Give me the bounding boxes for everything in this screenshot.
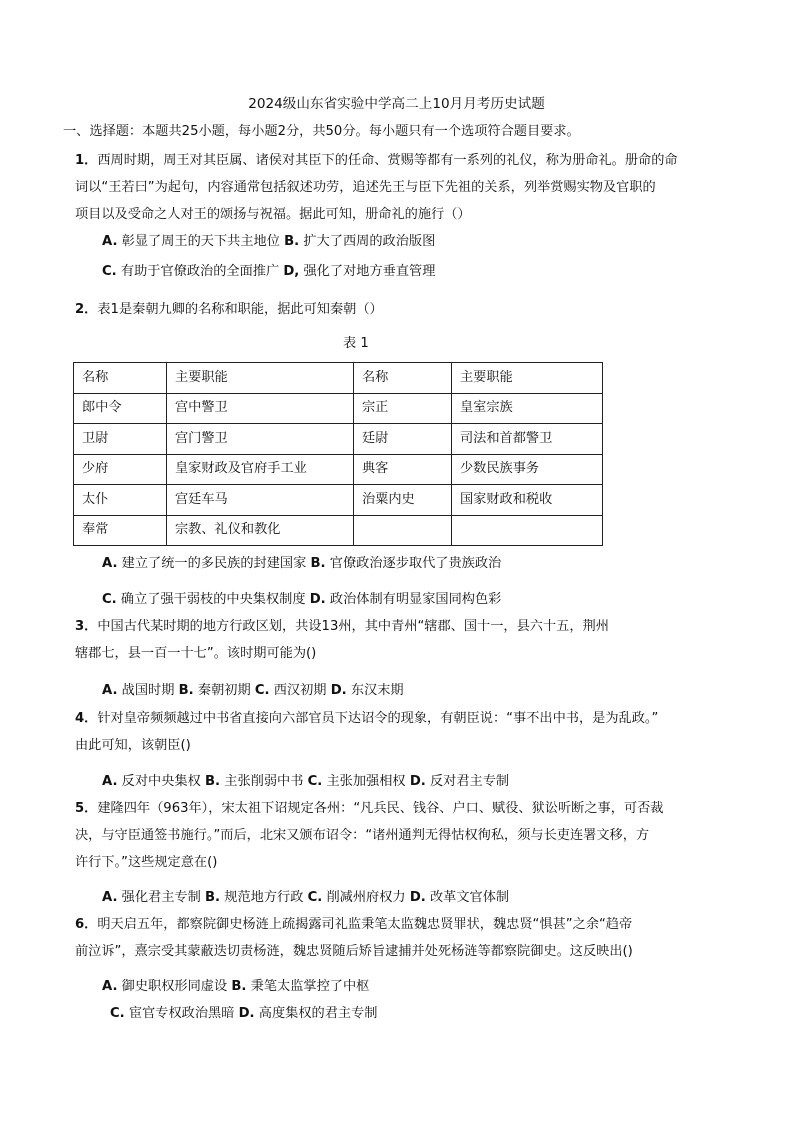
question-5-number: 5． xyxy=(75,801,98,816)
table-header-cell: 名称 xyxy=(354,363,452,394)
question-5-line-2: 决，与守臣通签书施行。”而后，北宋又颁布诏令：“诸州通判无得怙权徇私，须与长吏连署文移，方 xyxy=(75,828,650,843)
table-cell: 太仆 xyxy=(74,485,167,516)
question-4-options: A. 反对中央集权 B. 主张削弱中书 C. 主张加强相权 D. 反对君主专制 xyxy=(102,774,510,789)
option-3-c[interactable]: 西汉初期 xyxy=(273,683,327,698)
question-3-line-2: 辖郡七，县一百一十七”。该时期可能为() xyxy=(75,646,317,661)
option-6-a[interactable]: 御史职权形同虚设 xyxy=(121,979,228,994)
option-2-a[interactable]: 建立了统一的多民族的封建国家 xyxy=(121,556,307,571)
table-cell: 少府 xyxy=(74,454,167,485)
option-1-d[interactable]: 强化了对地方垂直管理 xyxy=(303,264,436,279)
table-cell: 宫门警卫 xyxy=(167,424,354,455)
option-2-b[interactable]: 官僚政治逐步取代了贵族政治 xyxy=(329,556,502,571)
table-row xyxy=(74,424,603,455)
table-cell: 宫廷车马 xyxy=(167,485,354,516)
question-3-number: 3． xyxy=(75,619,98,634)
option-5-d[interactable]: 改革文官体制 xyxy=(430,890,510,905)
table-cell: 司法和首都警卫 xyxy=(452,424,603,455)
table-cell: 郎中令 xyxy=(74,393,167,424)
question-4-line-1: 4．针对皇帝频频越过中书省直接向六部官员下达诏令的现象，有朝臣说：“事不出中书，是为乱政。” xyxy=(75,711,659,726)
table-cell: 典客 xyxy=(354,454,452,485)
table-cell: 皇家财政及官府手工业 xyxy=(167,454,354,485)
question-1-line-3: 项目以及受命之人对王的颂扬与祝福。据此可知，册命礼的施行（） xyxy=(75,207,471,222)
option-4-a[interactable]: 反对中央集权 xyxy=(121,774,201,789)
option-2-c[interactable]: 确立了强干弱枝的中央集权制度 xyxy=(120,592,306,607)
table-row xyxy=(74,515,603,546)
question-1-number: 1． xyxy=(75,153,98,168)
option-1-c[interactable]: 有助于官僚政治的全面推广 xyxy=(120,264,280,279)
question-5-line-3: 许行下。”这些规定意在() xyxy=(75,855,218,870)
question-3-line-1: 3．中国古代某时期的地方行政区划，共设13州，其中青州“辖郡、国十一，县六十五，荆州 xyxy=(75,619,609,634)
question-1-options-row-2: C. 有助于官僚政治的全面推广 D, 强化了对地方垂直管理 xyxy=(102,264,436,279)
option-1-b[interactable]: 扩大了西周的政治版图 xyxy=(303,234,436,249)
question-6-line-2: 前泣诉”，熹宗受其蒙蔽迭切责杨涟，魏忠贤随后矫旨逮捕并处死杨涟等都察院御史。这反映出() xyxy=(75,944,633,959)
table-header-cell: 主要职能 xyxy=(167,363,354,394)
table-cell xyxy=(354,515,452,546)
table-cell: 卫尉 xyxy=(74,424,167,455)
question-2-options-row-1: A. 建立了统一的多民族的封建国家 B. 官僚政治逐步取代了贵族政治 xyxy=(102,556,502,571)
option-6-d[interactable]: 高度集权的君主专制 xyxy=(258,1006,378,1021)
option-1-a[interactable]: 彰显了周王的天下共主地位 xyxy=(121,234,280,249)
option-5-b[interactable]: 规范地方行政 xyxy=(224,890,304,905)
question-4-number: 4． xyxy=(75,711,98,726)
table-cell: 治粟内史 xyxy=(354,485,452,516)
option-3-a[interactable]: 战国时期 xyxy=(121,683,175,698)
question-6-options-row-2: C. 宦官专权政治黑暗 D. 高度集权的君主专制 xyxy=(110,1006,378,1021)
question-6-options-row-1: A. 御史职权形同虚设 B. 秉笔太监掌控了中枢 xyxy=(102,979,370,994)
table-cell: 廷尉 xyxy=(354,424,452,455)
table-cell: 宫中警卫 xyxy=(167,393,354,424)
question-4-line-2: 由此可知，该朝臣() xyxy=(75,738,191,753)
option-4-c[interactable]: 主张加强相权 xyxy=(326,774,406,789)
question-2-line-1: 2．表1是秦朝九卿的名称和职能，据此可知秦朝（） xyxy=(75,302,383,317)
question-5-line-1: 5．建隆四年（963年），宋太祖下诏规定各州：“凡兵民、钱谷、户口、赋役、狱讼听断之事，可否裁 xyxy=(75,801,664,816)
table-cell: 少数民族事务 xyxy=(452,454,603,485)
question-2-options-row-2: C. 确立了强干弱枝的中央集权制度 D. 政治体制有明显家国同构色彩 xyxy=(102,592,502,607)
table-cell xyxy=(452,515,603,546)
table-cell: 皇室宗族 xyxy=(452,393,603,424)
table-caption: 表 1 xyxy=(343,336,369,351)
question-1-options-row-1: A. 彰显了周王的天下共主地位 B. 扩大了西周的政治版图 xyxy=(102,234,436,249)
table-cell: 国家财政和税收 xyxy=(452,485,603,516)
option-6-c[interactable]: 宦官专权政治黑暗 xyxy=(128,1006,235,1021)
question-3-options: A. 战国时期 B. 秦朝初期 C. 西汉初期 D. 东汉末期 xyxy=(102,683,404,698)
table-header-cell: 名称 xyxy=(74,363,167,394)
ministers-table xyxy=(73,362,603,546)
option-4-b[interactable]: 主张削弱中书 xyxy=(224,774,304,789)
option-4-d[interactable]: 反对君主专制 xyxy=(430,774,510,789)
question-6-number: 6． xyxy=(75,917,98,932)
option-3-d[interactable]: 东汉末期 xyxy=(350,683,404,698)
question-6-line-1: 6．明天启五年，都察院御史杨涟上疏揭露司礼监秉笔太监魏忠贤罪状，魏忠贤“惧甚”之余“趋帝 xyxy=(75,917,633,932)
table-cell: 奉常 xyxy=(74,515,167,546)
table-row xyxy=(74,393,603,424)
question-2-number: 2． xyxy=(75,302,98,317)
table-header-cell: 主要职能 xyxy=(452,363,603,394)
question-1-line-1: 1．西周时期，周王对其臣属、诸侯对其臣下的任命、赏赐等都有一系列的礼仪，称为册命礼。册命的命 xyxy=(75,153,678,168)
table-cell: 宗教、礼仪和教化 xyxy=(167,515,354,546)
question-1-line-2: 词以“王若曰”为起句，内容通常包括叙述功劳，追述先王与臣下先祖的关系，列举赏赐实物及官职的 xyxy=(75,180,656,195)
question-5-options: A. 强化君主专制 B. 规范地方行政 C. 削减州府权力 D. 改革文官体制 xyxy=(102,890,510,905)
option-5-c[interactable]: 削减州府权力 xyxy=(326,890,406,905)
section-heading: 一、选择题：本题共25小题，每小题2分，共50分。每小题只有一个选项符合题目要求。 xyxy=(63,124,580,139)
option-6-b[interactable]: 秉笔太监掌控了中枢 xyxy=(250,979,370,994)
table-row xyxy=(74,485,603,516)
table-cell: 宗正 xyxy=(354,393,452,424)
exam-title: 2024级山东省实验中学高二上10月月考历史试题 xyxy=(248,96,545,112)
option-2-d[interactable]: 政治体制有明显家国同构色彩 xyxy=(329,592,502,607)
table-header-row xyxy=(74,363,603,394)
option-5-a[interactable]: 强化君主专制 xyxy=(121,890,201,905)
option-3-b[interactable]: 秦朝初期 xyxy=(197,683,251,698)
table-row xyxy=(74,454,603,485)
